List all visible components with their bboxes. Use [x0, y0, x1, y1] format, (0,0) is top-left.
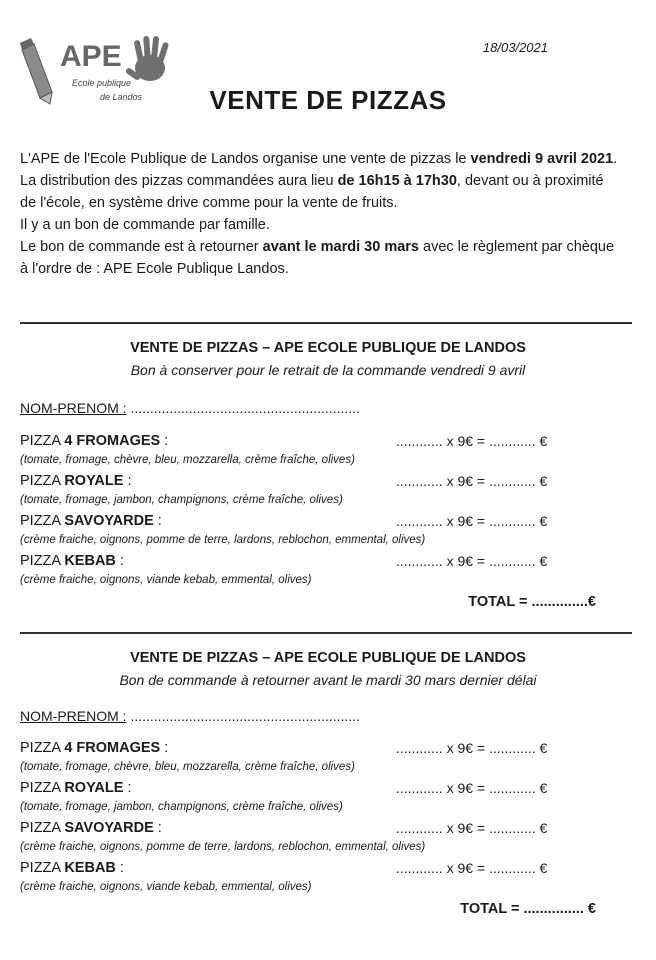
- quantity-price-field[interactable]: ............ x 9€ = ............ €: [396, 433, 548, 449]
- divider-2: [20, 632, 632, 634]
- section-2-name-field[interactable]: NOM-PRENOM : ...........................................................: [20, 708, 360, 724]
- quantity-price-field[interactable]: ............ x 9€ = ............ €: [396, 780, 548, 796]
- logo-subtitle-1: Ecole publique: [72, 78, 132, 88]
- intro-paragraph-4: Le bon de commande est à retourner avant le mardi 30 mars avec le règlement par chèque à l'ordre de : APE Ecole Publique Landos.: [20, 239, 615, 277]
- quantity-price-field[interactable]: ............ x 9€ = ............ €: [396, 740, 548, 756]
- page-title: VENTE DE PIZZAS: [209, 85, 447, 115]
- logo-subtitle-2: de Landos: [100, 92, 143, 102]
- document-date: 18/03/2021: [482, 40, 548, 55]
- section-1-name-field[interactable]: NOM-PRENOM : ...........................................................: [20, 400, 360, 416]
- section-2-subtitle: Bon de commande à retourner avant le mardi 30 mars dernier délai: [119, 672, 537, 688]
- section-1-subtitle: Bon à conserver pour le retrait de la commande vendredi 9 avril: [130, 362, 526, 378]
- section-1-total[interactable]: TOTAL = ..............€: [468, 594, 596, 610]
- quantity-price-field[interactable]: ............ x 9€ = ............ €: [396, 513, 548, 529]
- section-1-item-kebab: PIZZA KEBAB : ............ x 9€ = ............ € (crème fraiche, oignons, viande kebab, emmental, olives): [20, 553, 548, 586]
- intro-paragraph-3: Il y a un bon de commande par famille.: [20, 217, 270, 233]
- quantity-price-field[interactable]: ............ x 9€ = ............ €: [396, 820, 548, 836]
- section-2-item-kebab: PIZZA KEBAB : ............ x 9€ = ............ € (crème fraiche, oignons, viande kebab, emmental, olives): [20, 860, 548, 893]
- section-2-item-royale: PIZZA ROYALE : ............ x 9€ = ............ € (tomate, fromage, jambon, champignons, crème fraîche, olives): [20, 780, 548, 813]
- logo-text: APE: [60, 40, 122, 73]
- section-2-title: VENTE DE PIZZAS – APE ECOLE PUBLIQUE DE LANDOS: [130, 650, 526, 666]
- intro-text: [20, 148, 620, 280]
- section-2-total[interactable]: TOTAL = ............... €: [460, 901, 596, 917]
- section-1-item-savoyarde: PIZZA SAVOYARDE : ............ x 9€ = ............ € (crème fraiche, oignons, pomme de terre, lardons, reblochon, emmental, olives): [20, 513, 548, 546]
- section-2-item-4-fromages: PIZZA 4 FROMAGES : ............ x 9€ = ............ € (tomate, fromage, chèvre, bleu, mozzarella, crème fraîche, olives): [20, 740, 548, 773]
- section-2-item-savoyarde: PIZZA SAVOYARDE : ............ x 9€ = ............ € (crème fraiche, oignons, pomme de terre, lardons, reblochon, emmental, olives): [20, 820, 548, 853]
- section-1-title: VENTE DE PIZZAS – APE ECOLE PUBLIQUE DE LANDOS: [130, 340, 526, 356]
- intro-paragraph-1: L'APE de l'Ecole Publique de Landos organise une vente de pizzas le vendredi 9 avril 2021.: [20, 151, 618, 167]
- section-1-item-4-fromages: PIZZA 4 FROMAGES : ............ x 9€ = ............ € (tomate, fromage, chèvre, bleu, mozzarella, crème fraîche, olives): [20, 433, 548, 466]
- quantity-price-field[interactable]: ............ x 9€ = ............ €: [396, 553, 548, 569]
- quantity-price-field[interactable]: ............ x 9€ = ............ €: [396, 860, 548, 876]
- section-1-item-royale: PIZZA ROYALE : ............ x 9€ = ............ € (tomate, fromage, jambon, champignons, crème fraîche, olives): [20, 473, 548, 506]
- intro-paragraph-2: La distribution des pizzas commandées aura lieu de 16h15 à 17h30, devant ou à proximité de l'école, en système drive comme pour la vente de fruits.: [20, 173, 604, 211]
- divider-1: [20, 322, 632, 324]
- quantity-price-field[interactable]: ............ x 9€ = ............ €: [396, 473, 548, 489]
